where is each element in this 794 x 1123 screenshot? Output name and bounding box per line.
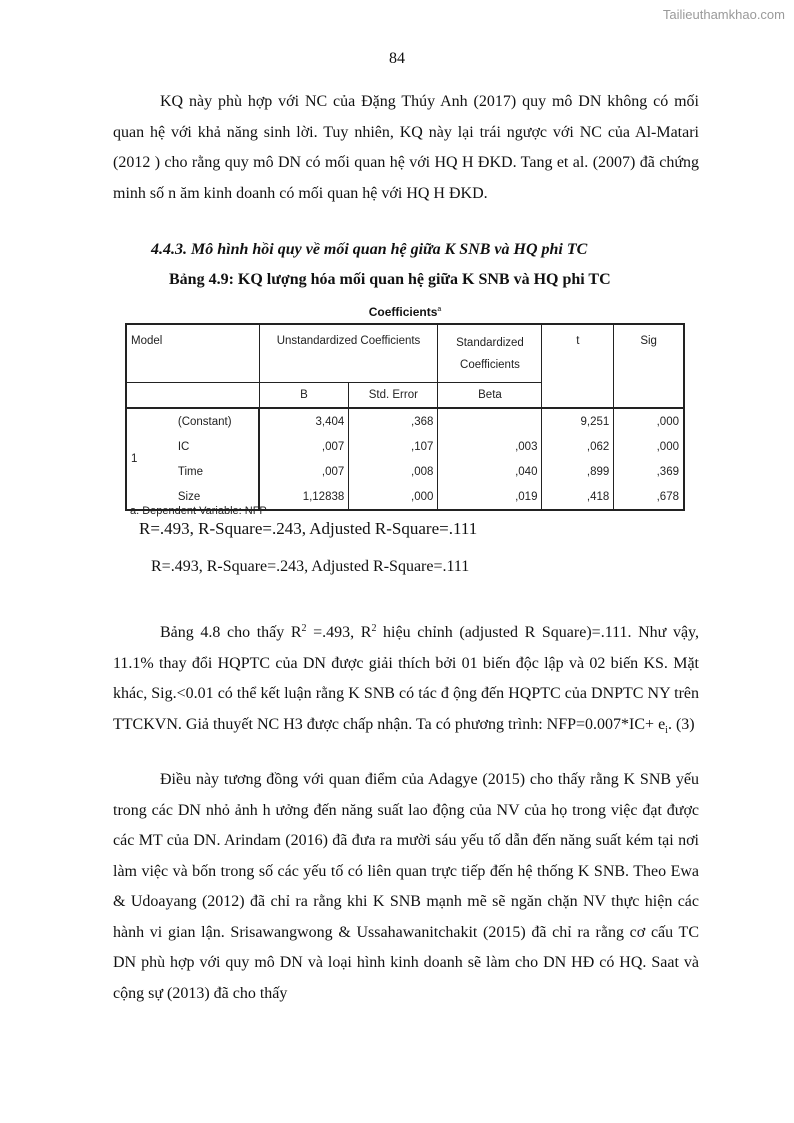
row-beta: ,003 <box>438 434 542 459</box>
row-se: ,368 <box>349 408 438 434</box>
p2-sup-2: 2 <box>371 623 377 634</box>
row-b: ,007 <box>259 459 349 484</box>
header-model: Model <box>126 324 259 383</box>
header-std-error: Std. Error <box>349 383 438 409</box>
paragraph-2 <box>113 614 699 746</box>
table-row <box>126 434 684 459</box>
header-b: B <box>259 383 349 409</box>
row-sig: ,000 <box>614 408 684 434</box>
p2-text-c: hiệu chỉnh (adjusted R Square)=.111. Như vậy, 11.1% thay đổi HQPTC của DN được giải thích bởi 01 biến độc lập và 02 biến KS. Mặt khác, Sig.<0.01 có thể kết luận rằng K SNB có tác đ ộng đến HQPTC của DNPTC NY trên TTCKVN. Giả thuyết NC H3 được chấp nhận. Ta có phương trình: NFP=0.007*IC+ e <box>113 624 700 733</box>
row-t: ,062 <box>542 434 614 459</box>
row-name: Size <box>177 490 201 503</box>
table-caption: Bảng 4.9: KQ lượng hóa mối quan hệ giữa K SNB và HQ phi TC <box>169 271 611 288</box>
watermark: Tailieuthamkhao.com <box>662 7 785 22</box>
row-name: IC <box>177 440 190 453</box>
table-footnote: a. Dependent Variable: NFP <box>130 505 267 517</box>
row-beta <box>438 408 542 434</box>
row-sig: ,369 <box>614 459 684 484</box>
r-summary-line-1: R=.493, R-Square=.243, Adjusted R-Square=.111 <box>139 519 478 538</box>
p2-sup-1: 2 <box>301 623 307 634</box>
p2-text-b: =.493, R <box>306 624 372 641</box>
coefficients-table <box>125 323 685 511</box>
p2-sub: i <box>665 724 668 736</box>
paragraph-3: Điều này tương đồng với quan điểm của Adagye (2015) cho thấy rằng K SNB yếu trong các DN nhỏ ảnh h ưởng đến năng suất lao động của NV của họ trong việc đạt được các MT của DN. Arindam (2016) đã đưa ra mười sáu yếu tố dẫn đến năng suất kém tại nơi làm việc và bốn trong số các yếu tố có liên quan trực tiếp đến hệ thống K SNB. Theo Ewa & Udoayang (2012) đã chỉ ra rằng khi K SNB mạnh mẽ sẽ ngăn chặn NV thực hiện các hành vi gian lận. Srisawangwong & Ussahawanitchakit (2015) đã chỉ ra rằng cơ cấu TC DN phù hợp với quy mô DN và loại hình kinh doanh sẽ làm cho DN HĐ có HQ. Saat và cộng sự (2013) đã cho thấy <box>113 771 699 1002</box>
row-name: (Constant) <box>177 415 232 428</box>
header-t: t <box>542 324 614 408</box>
coefficients-title-sup: a <box>437 306 442 313</box>
row-b: 3,404 <box>259 408 349 434</box>
header-unstandardized: Unstandardized Coefficients <box>259 324 438 383</box>
coefficients-title <box>0 305 794 319</box>
row-beta: ,019 <box>438 484 542 510</box>
row-sig: ,000 <box>614 434 684 459</box>
row-name: Time <box>177 465 203 478</box>
row-beta: ,040 <box>438 459 542 484</box>
header-standardized: Standardized Coefficients <box>438 324 542 383</box>
row-t: ,899 <box>542 459 614 484</box>
p2-text-d: . (3) <box>667 715 695 733</box>
model-number: 1 <box>131 453 138 465</box>
row-t: 9,251 <box>542 408 614 434</box>
r-summary-line-2: R=.493, R-Square=.243, Adjusted R-Square=.111 <box>151 558 470 575</box>
table-row <box>126 459 684 484</box>
row-b: ,007 <box>259 434 349 459</box>
header-sig: Sig <box>614 324 684 408</box>
header-model-blank <box>126 383 259 409</box>
row-t: ,418 <box>542 484 614 510</box>
page-number: 84 <box>389 50 405 67</box>
table-row <box>126 408 684 434</box>
row-sig: ,678 <box>614 484 684 510</box>
coefficients-title-text: Coefficients <box>368 305 438 319</box>
row-se: ,000 <box>349 484 438 510</box>
row-se: ,008 <box>349 459 438 484</box>
paragraph-1: KQ này phù hợp với NC của Đặng Thúy Anh (2017) quy mô DN không có mối quan hệ với khả năng sinh lời. Tuy nhiên, KQ này lại trái ngược với NC của Al-Matari (2012 ) cho rằng quy mô DN có mối quan hệ với HQ H ĐKD. Tang et al. (2007) đã chứng minh số n ăm kinh doanh có mối quan hệ với HQ H ĐKD. <box>113 93 699 202</box>
section-heading: 4.4.3. Mô hình hồi quy về mối quan hệ giữa K SNB và HQ phi TC <box>151 241 588 258</box>
p2-text-a: Bảng 4.8 cho thấy R <box>160 624 302 641</box>
row-se: ,107 <box>349 434 438 459</box>
header-beta: Beta <box>438 383 542 409</box>
row-b: 1,12838 <box>259 484 349 510</box>
